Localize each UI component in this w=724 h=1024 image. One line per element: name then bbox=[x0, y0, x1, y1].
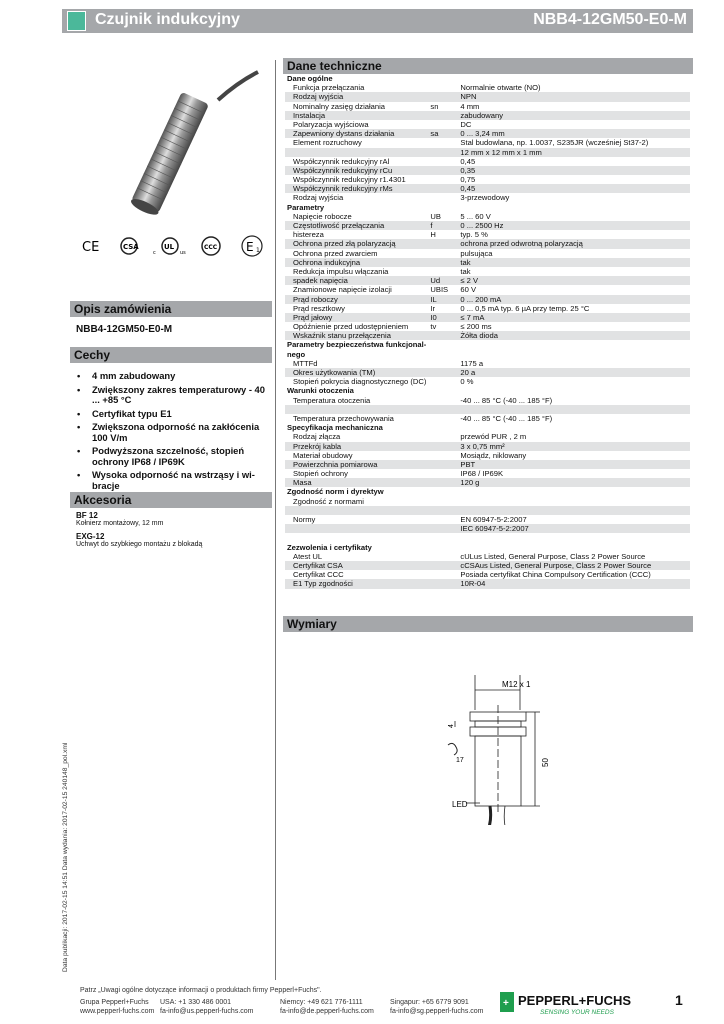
spec-label: Napięcie robocze bbox=[285, 212, 428, 221]
spec-value: przewód PUR , 2 m bbox=[458, 432, 690, 441]
spec-row bbox=[285, 552, 690, 561]
spec-label: Redukcja impulsu włączania bbox=[285, 267, 428, 276]
spec-row bbox=[285, 414, 690, 423]
spec-value: Posiada certyfikat China Compulsory Certification (CCC) bbox=[458, 570, 690, 579]
spec-value: typ. 5 % bbox=[458, 230, 690, 239]
spec-label: Prąd resztkowy bbox=[285, 304, 428, 313]
spec-row bbox=[285, 497, 690, 506]
spec-symbol bbox=[428, 184, 458, 193]
accessory-name: BF 12 bbox=[76, 511, 98, 520]
spec-symbol bbox=[428, 83, 458, 92]
spec-value: -40 ... 85 °C (-40 ... 185 °F) bbox=[458, 396, 690, 405]
section-dims: Wymiary bbox=[283, 616, 693, 632]
spec-symbol bbox=[428, 451, 458, 460]
spec-group-label: Zezwolenia i certyfikaty bbox=[285, 543, 690, 552]
spec-row bbox=[285, 166, 690, 175]
spec-row bbox=[285, 193, 690, 202]
spec-label: Prąd roboczy bbox=[285, 295, 428, 304]
footer-email[interactable]: fa-info@sg.pepperl-fuchs.com bbox=[390, 1008, 484, 1015]
spec-label: Zgodność z normami bbox=[285, 497, 428, 506]
spec-value: 120 g bbox=[458, 478, 690, 487]
spec-label bbox=[285, 148, 428, 157]
section-accessories: Akcesoria bbox=[70, 492, 272, 508]
spec-label: Ochrona przed zwarciem bbox=[285, 249, 428, 258]
spec-label: Certyfikat CCC bbox=[285, 570, 428, 579]
svg-text:SENSING YOUR NEEDS: SENSING YOUR NEEDS bbox=[540, 1009, 614, 1016]
spec-label: Temperatura przechowywania bbox=[285, 414, 428, 423]
spec-label: Certyfikat CSA bbox=[285, 561, 428, 570]
spec-group-row bbox=[285, 350, 690, 359]
spec-row bbox=[285, 120, 690, 129]
accessory-item[interactable] bbox=[76, 511, 163, 527]
spec-value: Stal budowlana, np. 1.0037, S235JR (wcześniej St37-2) bbox=[458, 138, 690, 147]
spec-value: 0 ... 0,5 mA typ. 6 µA przy temp. 25 °C bbox=[458, 304, 690, 313]
spec-value: NPN bbox=[458, 92, 690, 101]
spec-symbol bbox=[428, 570, 458, 579]
feature-item: • Zwiększony zakres temperaturowy - 40 ... +85 °C bbox=[76, 385, 272, 406]
spec-label: Polaryzacja wyjściowa bbox=[285, 120, 428, 129]
spec-label: Materiał obudowy bbox=[285, 451, 428, 460]
spec-symbol: H bbox=[428, 230, 458, 239]
spec-value: 3 x 0,75 mm² bbox=[458, 442, 690, 451]
spec-symbol bbox=[428, 368, 458, 377]
spec-label: Ochrona przed złą polaryzacją bbox=[285, 239, 428, 248]
spec-row bbox=[285, 561, 690, 570]
footer-link[interactable]: www.pepperl-fuchs.com bbox=[80, 1008, 155, 1015]
spec-symbol bbox=[428, 396, 458, 405]
spec-symbol bbox=[428, 442, 458, 451]
wrench-label: 17 bbox=[456, 757, 464, 764]
spec-row bbox=[285, 258, 690, 267]
spec-symbol bbox=[428, 166, 458, 175]
spec-label: Okres użytkowania (TM) bbox=[285, 368, 428, 377]
spec-value: 5 ... 60 V bbox=[458, 212, 690, 221]
product-image bbox=[98, 62, 260, 232]
spec-row bbox=[285, 129, 690, 138]
spec-label: Normy bbox=[285, 515, 428, 524]
spec-label: Ochrona indukcyjna bbox=[285, 258, 428, 267]
nut-label: 4 bbox=[448, 724, 455, 728]
spec-symbol: sn bbox=[428, 102, 458, 111]
spec-value: ≤ 7 mA bbox=[458, 313, 690, 322]
spec-label: Współczynnik redukcyjny r1.4301 bbox=[285, 175, 428, 184]
spec-row bbox=[285, 276, 690, 285]
spec-row bbox=[285, 138, 690, 147]
spec-label: Temperatura otoczenia bbox=[285, 396, 428, 405]
spec-row bbox=[285, 249, 690, 258]
spec-symbol bbox=[428, 533, 458, 542]
spec-group-row bbox=[285, 487, 690, 496]
spec-row bbox=[285, 92, 690, 101]
pepperl-fuchs-logo bbox=[500, 990, 645, 1018]
spec-symbol bbox=[428, 460, 458, 469]
spec-row bbox=[285, 506, 690, 515]
spec-symbol bbox=[428, 552, 458, 561]
spec-label: Współczynnik redukcyjny rMs bbox=[285, 184, 428, 193]
spec-symbol bbox=[428, 175, 458, 184]
spec-label: Współczynnik redukcyjny rCu bbox=[285, 166, 428, 175]
accessory-desc: Kołnierz montażowy, 12 mm bbox=[76, 520, 164, 527]
spec-symbol bbox=[428, 193, 458, 202]
spec-value: 0 ... 2500 Hz bbox=[458, 221, 690, 230]
spec-symbol: sa bbox=[428, 129, 458, 138]
spec-label: Stopień ochrony bbox=[285, 469, 428, 478]
feature-item: • Zwiększona odporność na zakłócenia 100 V/m bbox=[76, 422, 272, 443]
spec-label: Opóźnienie przed udostępnieniem bbox=[285, 322, 428, 331]
footer-phone: Singapur: +65 6779 9091 bbox=[390, 999, 469, 1006]
spec-label: Powierzchnia pomiarowa bbox=[285, 460, 428, 469]
svg-text:PEPPERL+FUCHS: PEPPERL+FUCHS bbox=[518, 993, 632, 1008]
spec-symbol bbox=[428, 469, 458, 478]
spec-value: 0,75 bbox=[458, 175, 690, 184]
spec-value: 4 mm bbox=[458, 102, 690, 111]
spec-label: Wskaźnik stanu przełączenia bbox=[285, 331, 428, 340]
footer-col-group bbox=[80, 998, 154, 1016]
spec-row bbox=[285, 396, 690, 405]
spec-row bbox=[285, 469, 690, 478]
spec-row bbox=[285, 377, 690, 386]
spec-group-row bbox=[285, 203, 690, 212]
spec-symbol bbox=[428, 561, 458, 570]
spec-row bbox=[285, 304, 690, 313]
column-divider bbox=[275, 60, 276, 980]
footer-email[interactable]: fa-info@us.pepperl-fuchs.com bbox=[160, 1008, 254, 1015]
spec-symbol bbox=[428, 267, 458, 276]
spec-value: cULus Listed, General Purpose, Class 2 Power Source bbox=[458, 552, 690, 561]
feature-item: • Podwyższona szczelność, stopień ochrony IP68 / IP69K bbox=[76, 446, 272, 467]
spec-symbol: UBIS bbox=[428, 285, 458, 294]
spec-value: 0,35 bbox=[458, 166, 690, 175]
spec-group-row bbox=[285, 543, 690, 552]
spec-row bbox=[285, 331, 690, 340]
spec-symbol bbox=[428, 414, 458, 423]
spec-value: ≤ 2 V bbox=[458, 276, 690, 285]
spec-value: ochrona przed odwrotną polaryzacją bbox=[458, 239, 690, 248]
footer-group: Grupa Pepperl+Fuchs bbox=[80, 999, 149, 1006]
spec-row bbox=[285, 442, 690, 451]
spec-row bbox=[285, 359, 690, 368]
ce-mark-icon: CE bbox=[82, 240, 100, 255]
spec-value: cCSAus Listed, General Purpose, Class 2 Power Source bbox=[458, 561, 690, 570]
spec-row bbox=[285, 579, 690, 588]
spec-value: 0 ... 3,24 mm bbox=[458, 129, 690, 138]
feature-item: • Certyfikat typu E1 bbox=[76, 409, 272, 420]
spec-value: IEC 60947-5-2:2007 bbox=[458, 524, 690, 533]
spec-label bbox=[285, 506, 428, 515]
accessory-name: EXG-12 bbox=[76, 532, 105, 541]
spec-row bbox=[285, 83, 690, 92]
spec-symbol bbox=[428, 579, 458, 588]
spec-row bbox=[285, 230, 690, 239]
spec-group-label: Zgodność norm i dyrektyw bbox=[285, 487, 690, 496]
spec-value: 12 mm x 12 mm x 1 mm bbox=[458, 148, 690, 157]
order-code: NBB4-12GM50-E0-M bbox=[76, 324, 173, 335]
spec-symbol bbox=[428, 249, 458, 258]
footer-phone: USA: +1 330 486 0001 bbox=[160, 999, 232, 1006]
features-list bbox=[76, 371, 272, 494]
spec-row bbox=[285, 184, 690, 193]
publication-info: Data publikacji: 2017-02-15 14:51 Data wydania: 2017-02-15 240148_pol.xml bbox=[62, 742, 69, 972]
spec-label: Przekrój kabla bbox=[285, 442, 428, 451]
spec-symbol bbox=[428, 138, 458, 147]
spec-symbol bbox=[428, 432, 458, 441]
spec-label: Masa bbox=[285, 478, 428, 487]
tech-data-table bbox=[285, 74, 690, 589]
spec-label: Rodzaj wyjścia bbox=[285, 92, 428, 101]
spec-symbol bbox=[428, 258, 458, 267]
thread-label: M12 x 1 bbox=[502, 680, 531, 689]
spec-group-row bbox=[285, 340, 690, 349]
spec-value: Mosiądz, niklowany bbox=[458, 451, 690, 460]
spec-value: ≤ 200 ms bbox=[458, 322, 690, 331]
spec-group-label: Parametry bezpieczeństwa funkcjonal- bbox=[285, 340, 690, 349]
spec-row bbox=[285, 313, 690, 322]
spec-row bbox=[285, 221, 690, 230]
spec-label: E1 Typ zgodności bbox=[285, 579, 428, 588]
spec-symbol bbox=[428, 377, 458, 386]
spec-group-label: Parametry bbox=[285, 203, 690, 212]
spec-row bbox=[285, 405, 690, 414]
spec-symbol bbox=[428, 524, 458, 533]
svg-text:+: + bbox=[503, 998, 509, 1009]
spec-symbol: IL bbox=[428, 295, 458, 304]
spec-value: EN 60947-5-2:2007 bbox=[458, 515, 690, 524]
spec-value: 0 ... 200 mA bbox=[458, 295, 690, 304]
spec-symbol: f bbox=[428, 221, 458, 230]
spec-row bbox=[285, 322, 690, 331]
svg-text:1: 1 bbox=[256, 247, 260, 254]
spec-label: Nominalny zasięg działania bbox=[285, 102, 428, 111]
spec-symbol bbox=[428, 331, 458, 340]
spec-group-row bbox=[285, 74, 690, 83]
spec-symbol bbox=[428, 497, 458, 506]
spec-value: Normalnie otwarte (NO) bbox=[458, 83, 690, 92]
spec-row bbox=[285, 148, 690, 157]
spec-label: Rodzaj złącza bbox=[285, 432, 428, 441]
spec-label: Współczynnik redukcyjny rAl bbox=[285, 157, 428, 166]
spec-value: tak bbox=[458, 267, 690, 276]
spec-row bbox=[285, 267, 690, 276]
spec-group-label: Dane ogólne bbox=[285, 74, 690, 83]
spec-group-row bbox=[285, 423, 690, 432]
header-square bbox=[67, 11, 86, 31]
wrench-icon bbox=[448, 743, 457, 755]
spec-symbol bbox=[428, 157, 458, 166]
spec-label: MTTFd bbox=[285, 359, 428, 368]
svg-text:E: E bbox=[246, 240, 254, 254]
section-order: Opis zamówienia bbox=[70, 301, 272, 317]
spec-symbol: tv bbox=[428, 322, 458, 331]
spec-symbol bbox=[428, 120, 458, 129]
spec-label: spadek napięcia bbox=[285, 276, 428, 285]
accessory-item[interactable] bbox=[76, 532, 202, 548]
spec-symbol bbox=[428, 148, 458, 157]
spec-row bbox=[285, 368, 690, 377]
spec-group-label: Warunki otoczenia bbox=[285, 386, 690, 395]
spec-label: Instalacja bbox=[285, 111, 428, 120]
spec-value: -40 ... 85 °C (-40 ... 185 °F) bbox=[458, 414, 690, 423]
footer-col-de bbox=[280, 998, 374, 1016]
spec-symbol bbox=[428, 405, 458, 414]
led-label: LED bbox=[452, 800, 468, 809]
spec-row bbox=[285, 157, 690, 166]
feature-item: • Wysoka odporność na wstrząsy i wi-bracje bbox=[76, 470, 272, 491]
spec-value: pulsująca bbox=[458, 249, 690, 258]
spec-symbol bbox=[428, 359, 458, 368]
spec-value: IP68 / IP69K bbox=[458, 469, 690, 478]
svg-text:CSA: CSA bbox=[123, 243, 139, 251]
spec-label bbox=[285, 405, 428, 414]
spec-symbol: UB bbox=[428, 212, 458, 221]
spec-label: Element rozruchowy bbox=[285, 138, 428, 147]
spec-label bbox=[285, 533, 428, 542]
spec-label: Częstotliwość przełączania bbox=[285, 221, 428, 230]
spec-symbol bbox=[428, 478, 458, 487]
svg-text:us: us bbox=[180, 250, 186, 256]
spec-label: histereza bbox=[285, 230, 428, 239]
spec-value: 1175 a bbox=[458, 359, 690, 368]
spec-value: 0 % bbox=[458, 377, 690, 386]
spec-symbol bbox=[428, 506, 458, 515]
spec-row bbox=[285, 460, 690, 469]
page-title: Czujnik indukcyjny bbox=[95, 11, 240, 28]
spec-group-label: Specyfikacja mechaniczna bbox=[285, 423, 690, 432]
spec-label: Atest UL bbox=[285, 552, 428, 561]
spec-symbol: Ir bbox=[428, 304, 458, 313]
spec-value: 10R-04 bbox=[458, 579, 690, 588]
spec-symbol: I0 bbox=[428, 313, 458, 322]
spec-value: Żółta dioda bbox=[458, 331, 690, 340]
svg-text:CCC: CCC bbox=[204, 244, 218, 251]
footer-email[interactable]: fa-info@de.pepperl-fuchs.com bbox=[280, 1008, 374, 1015]
spec-row bbox=[285, 295, 690, 304]
spec-row bbox=[285, 212, 690, 221]
spec-row bbox=[285, 570, 690, 579]
spec-value bbox=[458, 405, 690, 414]
svg-text:c: c bbox=[153, 250, 156, 256]
spec-row bbox=[285, 175, 690, 184]
spec-row bbox=[285, 102, 690, 111]
footer-col-sg bbox=[390, 998, 483, 1016]
spec-value: zabudowany bbox=[458, 111, 690, 120]
spec-row bbox=[285, 533, 690, 542]
spec-group-label: nego bbox=[285, 350, 690, 359]
dimension-drawing bbox=[420, 665, 580, 825]
spec-label: Stopień pokrycia diagnostycznego (DC) bbox=[285, 377, 428, 386]
spec-value bbox=[458, 533, 690, 542]
spec-label: Zapewniony dystans działania bbox=[285, 129, 428, 138]
spec-label: Znamionowe napięcie izolacji bbox=[285, 285, 428, 294]
header-bar bbox=[62, 9, 693, 33]
spec-symbol bbox=[428, 515, 458, 524]
spec-value: PBT bbox=[458, 460, 690, 469]
spec-value: 0,45 bbox=[458, 184, 690, 193]
svg-text:UL: UL bbox=[164, 243, 175, 251]
spec-row bbox=[285, 524, 690, 533]
spec-symbol bbox=[428, 92, 458, 101]
footer-phone: Niemcy: +49 621 776-1111 bbox=[280, 999, 363, 1006]
section-tech: Dane techniczne bbox=[283, 58, 693, 74]
page-number: 1 bbox=[675, 992, 683, 1008]
spec-value: 60 V bbox=[458, 285, 690, 294]
spec-row bbox=[285, 478, 690, 487]
feature-item: • 4 mm zabudowany bbox=[76, 371, 272, 382]
spec-label bbox=[285, 524, 428, 533]
spec-row bbox=[285, 515, 690, 524]
spec-group-row bbox=[285, 386, 690, 395]
spec-value: 3-przewodowy bbox=[458, 193, 690, 202]
spec-value bbox=[458, 506, 690, 515]
spec-symbol: Ud bbox=[428, 276, 458, 285]
spec-row bbox=[285, 111, 690, 120]
spec-value: tak bbox=[458, 258, 690, 267]
section-features: Cechy bbox=[70, 347, 272, 363]
spec-value bbox=[458, 497, 690, 506]
product-code: NBB4-12GM50-E0-M bbox=[533, 11, 687, 28]
length-label: 50 bbox=[541, 758, 550, 767]
spec-label: Rodzaj wyjścia bbox=[285, 193, 428, 202]
spec-row bbox=[285, 451, 690, 460]
spec-value: DC bbox=[458, 120, 690, 129]
spec-value: 20 a bbox=[458, 368, 690, 377]
spec-row bbox=[285, 432, 690, 441]
footer-col-usa bbox=[160, 998, 253, 1016]
spec-row bbox=[285, 285, 690, 294]
footer-note: Patrz „Uwagi ogólne dotyczące informacji o produktach firmy Pepperl+Fuchs". bbox=[80, 987, 322, 994]
spec-label: Funkcja przełączania bbox=[285, 83, 428, 92]
spec-symbol bbox=[428, 111, 458, 120]
spec-row bbox=[285, 239, 690, 248]
spec-label: Prąd jałowy bbox=[285, 313, 428, 322]
spec-symbol bbox=[428, 239, 458, 248]
certification-logos bbox=[80, 233, 270, 261]
accessory-desc: Uchwyt do szybkiego montażu z blokadą bbox=[76, 541, 203, 548]
spec-value: 0,45 bbox=[458, 157, 690, 166]
